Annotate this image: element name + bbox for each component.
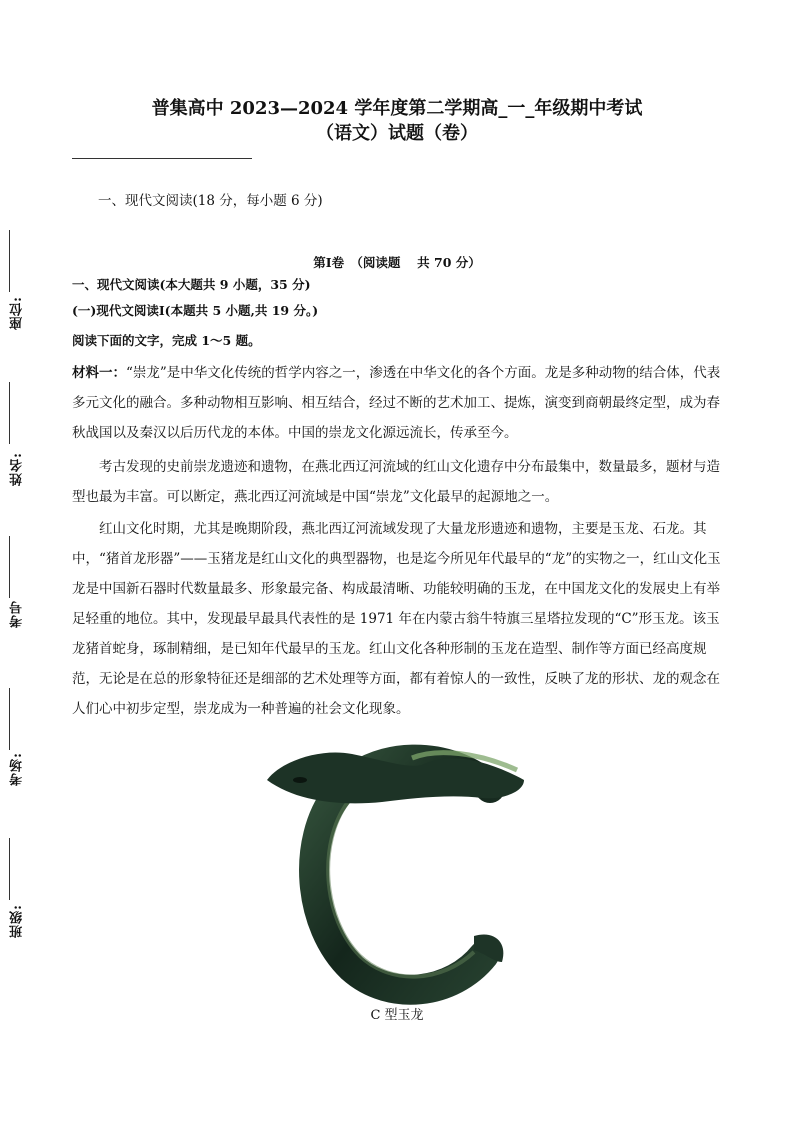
intro-line: 一、现代文阅读(18 分，每小题 6 分) bbox=[98, 193, 323, 209]
name-label: 姓名: bbox=[10, 452, 25, 486]
seat-blank-line bbox=[9, 230, 10, 292]
paragraph-1 bbox=[72, 358, 722, 448]
section-b-heading: (一)现代文阅读Ⅰ(本题共 5 小题,共 19 分。) bbox=[72, 303, 319, 318]
reading-instruction: 阅读下面的文字，完成 1～5 题。 bbox=[72, 333, 261, 348]
exam-number-label: 考号 bbox=[10, 600, 25, 628]
figure-caption: C 型玉龙 bbox=[370, 1008, 424, 1023]
exam-room-blank-line bbox=[9, 688, 10, 750]
exam-title-line2: （语文）试题（卷） bbox=[316, 123, 478, 144]
paragraph-1-text: “崇龙”是中华文化传统的哲学内容之一，渗透在中华文化的各个方面。龙是多种动物的结合体，代表多元文化的融合。多种动物相互影响、相互结合，经过不断的艺术加工、提炼，演变到商朝最终定型，成为春秋战国以及秦汉以后历代龙的本体。中国的崇龙文化源远流长，传承至今。 bbox=[72, 365, 721, 441]
class-blank-line bbox=[9, 838, 10, 900]
name-blank-line bbox=[9, 382, 10, 444]
section-a-heading: 一、现代文阅读(本大题共 9 小题，35 分) bbox=[72, 277, 311, 292]
exam-room-label: 考场: bbox=[10, 752, 25, 786]
material-label: 材料一： bbox=[72, 365, 126, 381]
dragon-eye bbox=[293, 777, 307, 783]
c-shaped-jade-dragon-image bbox=[262, 740, 532, 1005]
title-underline bbox=[72, 158, 252, 159]
seat-label: 座位: bbox=[10, 296, 25, 330]
exam-title-line1: 普集高中 2023—2024 学年度第二学期高_一_年级期中考试 bbox=[151, 98, 643, 119]
section-header: 第Ⅰ卷 （阅读题 共 70 分） bbox=[313, 255, 481, 270]
exam-number-blank-line bbox=[9, 536, 10, 598]
class-label: 班级: bbox=[10, 904, 25, 938]
paragraph-2: 考古发现的史前崇龙遗迹和遗物，在燕北西辽河流域的红山文化遗存中分布最集中，数量最多，题材与造型也最为丰富。可以断定，燕北西辽河流域是中国“崇龙”文化最早的起源地之一。 bbox=[72, 459, 720, 505]
paragraph-3: 红山文化时期，尤其是晚期阶段，燕北西辽河流域发现了大量龙形遗迹和遗物，主要是玉龙、石龙。其中，“猪首龙形器”——玉猪龙是红山文化的典型器物，也是迄今所见年代最早的“龙”的实物之一，红山文化玉龙是中国新石器时代数量最多、形象最完备、构成最清晰、功能较明确的玉龙，在中国龙文化的发展史上有举足轻重的地位。其中，发现最早最具代表性的是 1971 年在内蒙古翁牛特旗三星塔拉发现的“C”形玉龙。该玉龙猪首蛇身，琢制精细，是已知年代最早的玉龙。红山文化各种形制的玉龙在造型、制作等方面已经高度规范，无论是在总的形象特征还是细部的艺术处理等方面，都有着惊人的一致性，反映了龙的形状、龙的观念在人们心中初步定型，崇龙成为一种普遍的社会文化现象。 bbox=[72, 521, 721, 717]
